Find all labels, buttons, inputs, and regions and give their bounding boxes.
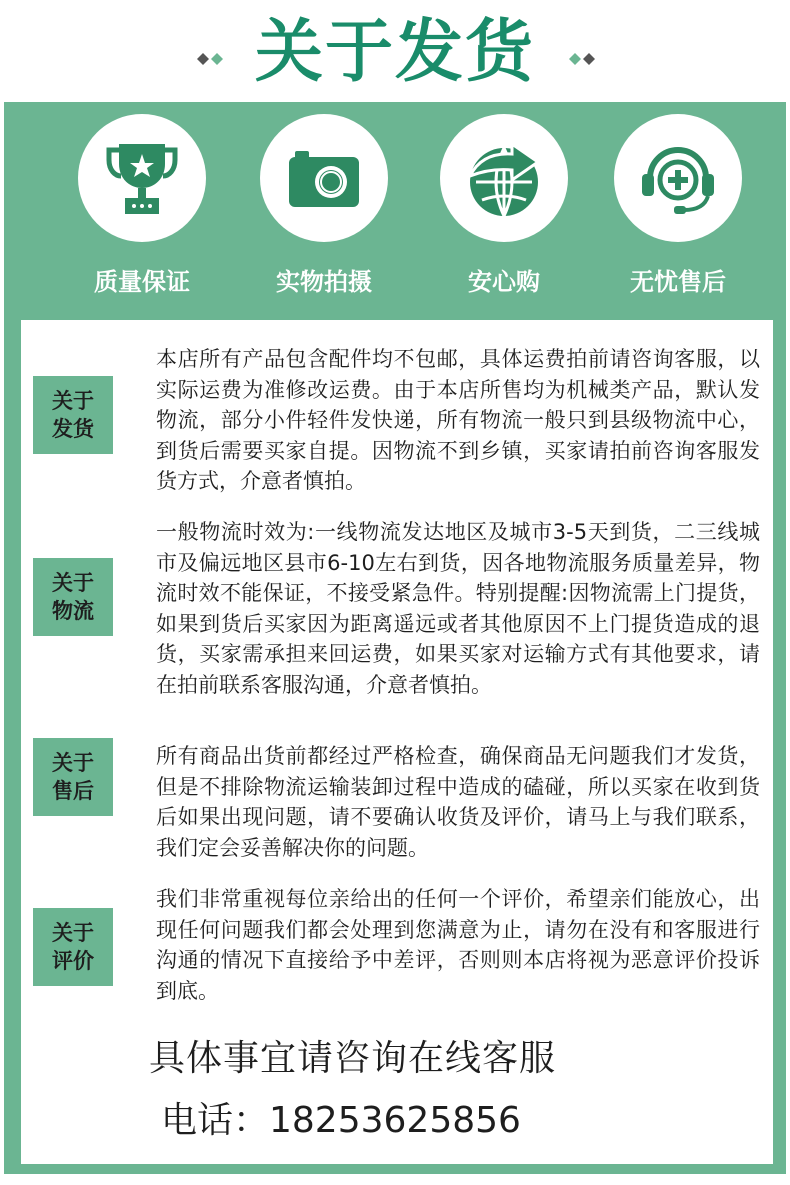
feature-circle	[440, 114, 568, 242]
badge-line: 评价	[52, 949, 94, 973]
contact-service-text: 具体事宜请咨询在线客服	[149, 1038, 557, 1079]
diamond-decoration-icon	[568, 52, 602, 66]
badge-line: 关于	[52, 389, 94, 413]
badge-shipping	[33, 376, 113, 454]
section-text-shipping: 本店所有产品包含配件均不包邮，具体运费拍前请咨询客服，以实际运费为准修改运费。由于本店所售均为机械类产品，默认发物流，部分小件轻件发快递，所有物流一般只到县级物流中心，到货后需要买家自提。因物流不到乡镇，买家请拍前咨询客服发货方式，介意者慎拍。	[156, 347, 760, 493]
badge-line: 关于	[52, 571, 94, 595]
badge-review	[33, 908, 113, 986]
section-text-aftersales: 所有商品出货前都经过严格检查，确保商品无问题我们才发货，但是不排除物流运输装卸过程中造成的磕碰，所以买家在收到货后如果出现问题，请不要确认收货及评价，请马上与我们联系，我们定会妥善解决你的问题。	[156, 744, 760, 860]
camera-icon	[289, 149, 359, 207]
badge-aftersales	[33, 738, 113, 816]
section-text-review: 我们非常重视每位亲给出的任何一个评价，希望亲们能放心，出现任何问题我们都会处理到您满意为止，请勿在没有和客服进行沟通的情况下直接给予中差评，否则则本店将视为恶意评价投诉到底。	[156, 887, 760, 1003]
badge-line: 物流	[52, 599, 94, 623]
feature-label: 安心购	[468, 268, 540, 296]
badge-line: 关于	[52, 921, 94, 945]
badge-logistics	[33, 558, 113, 636]
page-title: 关于发货	[254, 13, 535, 92]
green-panel	[4, 102, 786, 1174]
section-text-logistics: 一般物流时效为:一线物流发达地区及城市3-5天到货，二三线城市及偏远地区县市6-10左右到货，因各地物流服务质量差异，物流时效不能保证，不接受紧急件。特别提醒:因物流需上门提货，如果到货后买家因为距离遥远或者其他原因不上门提货造成的退货，买家需承担来回运费，如果买家对运输方式有其他要求，请在拍前联系客服沟通，介意者慎拍。	[156, 520, 760, 697]
feature-photo	[254, 114, 404, 314]
badge-line: 发货	[52, 417, 94, 441]
badge-line: 售后	[52, 779, 94, 803]
feature-label: 无忧售后	[630, 268, 726, 296]
feature-aftersales	[608, 114, 758, 314]
feature-label: 质量保证	[94, 268, 190, 296]
contact-phone: 电话：18253625856	[161, 1100, 521, 1141]
feature-row	[4, 102, 786, 322]
feature-circle	[260, 114, 388, 242]
feature-secure	[434, 114, 584, 314]
globe-arrow-icon	[462, 136, 546, 220]
badge-line: 关于	[52, 751, 94, 775]
feature-label: 实物拍摄	[276, 268, 372, 296]
info-card	[21, 320, 773, 1164]
feature-circle	[78, 114, 206, 242]
page-header	[0, 0, 790, 102]
headset-plus-icon	[638, 138, 718, 218]
feature-circle	[614, 114, 742, 242]
trophy-icon	[105, 138, 179, 218]
feature-quality	[72, 114, 222, 314]
